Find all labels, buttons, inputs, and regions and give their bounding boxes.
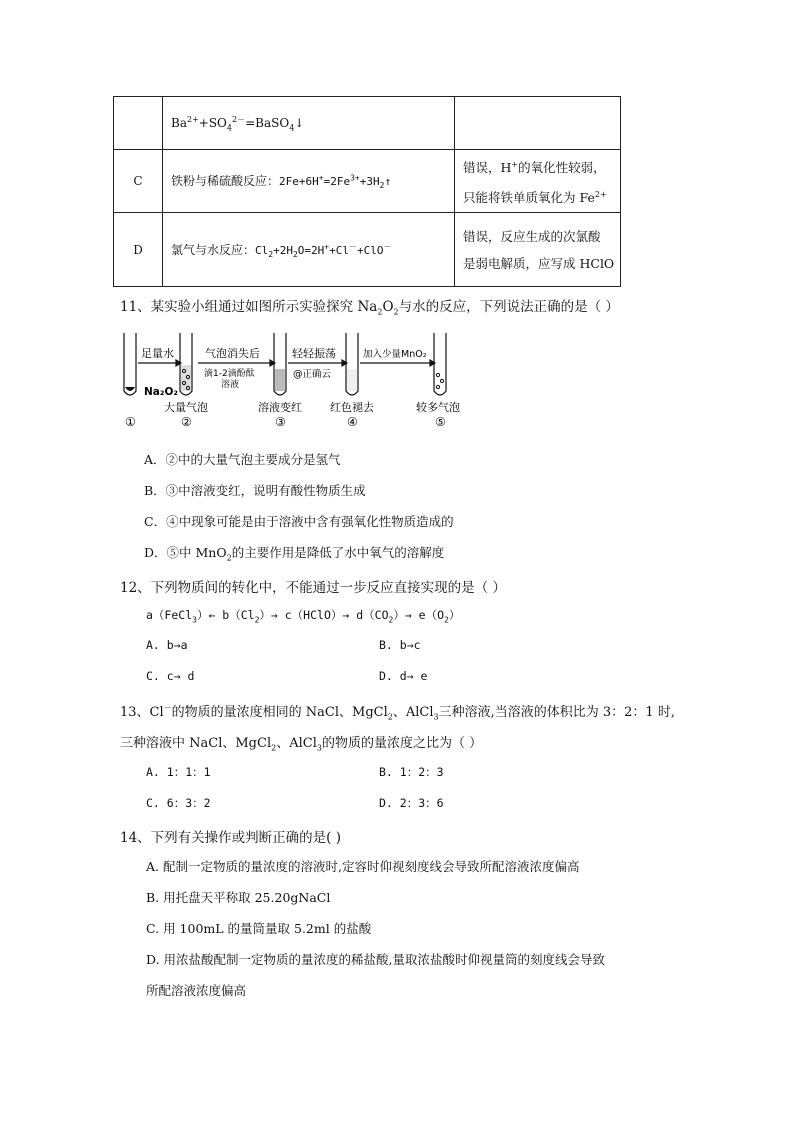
q14-option-d-line1: D. 用浓盐酸配制一定物质的量浓度的稀盐酸,量取浓盐酸时仰视量筒的刻度线会导致 — [146, 952, 605, 967]
q11-experiment-figure — [118, 325, 478, 435]
test-tube-2 — [180, 333, 192, 395]
q11-option-b: B．③中溶液变红，说明有酸性物质生成 — [144, 483, 366, 498]
q12-stem: 12、下列物质间的转化中，不能通过一步反应直接实现的是（ ） — [120, 580, 506, 596]
tube-5-label: 较多气泡 — [416, 401, 460, 414]
q11-stem: 11、某实验小组通过如图所示实验探究 $Na_2O_2$与水的反应，下列说法正确的是（ ） — [120, 299, 619, 317]
q14-stem: 14、下列有关操作或判断正确的是( ) — [120, 830, 342, 846]
q12-option-c: C. c→ d — [146, 669, 195, 683]
table-row — [114, 97, 621, 150]
step-3-label: 轻轻振荡 — [292, 347, 336, 360]
row-equation: 氯气与水反应：$Cl_2+2H_2O=2H^++Cl^-+ClO^-$ — [163, 213, 455, 287]
test-tube-3 — [274, 333, 286, 395]
row-comment: 错误，反应生成的次氯酸 是弱电解质，应写成 HClO — [455, 213, 621, 287]
q12-option-a: A. b→a — [146, 638, 188, 652]
tube-4-label: 红色褪去 — [330, 401, 374, 414]
test-tube-5 — [434, 333, 446, 395]
tube-1-number: ① — [125, 415, 136, 429]
q13-option-b: B. 1：2：3 — [379, 765, 444, 779]
q13-option-c: C. 6：3：2 — [146, 796, 211, 810]
test-tube-4 — [346, 333, 358, 395]
q13-option-d: D. 2：3：6 — [379, 796, 444, 810]
row-letter — [114, 97, 163, 150]
test-tube-1 — [124, 333, 136, 395]
q14-option-b: B. 用托盘天平称取 25.20gNaCl — [146, 890, 331, 905]
q12-option-d: D. d→ e — [379, 669, 428, 683]
step-2-note-2: 溶液 — [221, 380, 240, 390]
q11-option-a: A．②中的大量气泡主要成分是氢气 — [144, 452, 341, 467]
q14-option-c: C. 用 100mL 的量筒量取 5.2ml 的盐酸 — [146, 921, 372, 936]
tube-3-number: ③ — [275, 415, 286, 429]
reagent-label: Na₂O₂ — [144, 386, 178, 398]
q14-option-a: A. 配制一定物质的量浓度的溶液时,定容时仰视刻度线会导致所配溶液浓度偏高 — [146, 859, 580, 874]
step-4-label: 加入少量MnO₂ — [363, 349, 427, 360]
q13-option-a: A. 1：1：1 — [146, 765, 211, 779]
row-comment — [455, 97, 621, 150]
tube-2-label: 大量气泡 — [164, 401, 208, 414]
tube-3-label: 溶液变红 — [258, 401, 302, 414]
q12-option-b: B. b→c — [379, 638, 421, 652]
step-2-note: 滴1-2滴酚酞 — [204, 369, 255, 379]
row-letter: C — [114, 150, 163, 213]
row-equation: $Ba^{2+}+SO_4^{2-}=BaSO_4↓$ — [163, 97, 455, 150]
tube-5-number: ⑤ — [435, 415, 446, 429]
q14-option-d-line2: 所配溶液浓度偏高 — [146, 983, 247, 998]
table-row — [114, 213, 621, 287]
q13-stem-line2: 三种溶液中 NaCl、MgCl$_2$、AlCl$_3$的物质的量浓度之比为（ ） — [120, 736, 483, 753]
q11-option-c: C．④中现象可能是由于溶液中含有强氧化性物质造成的 — [144, 514, 454, 529]
watermark-text: @正确云 — [293, 369, 332, 380]
row-comment: 错误，H+的氧化性较弱， 只能将铁单质氧化为 $Fe^{2+}$ — [455, 150, 621, 213]
options-table — [113, 96, 621, 287]
tube-2-number: ② — [181, 415, 192, 429]
step-2-label: 气泡消失后 — [205, 347, 260, 360]
tube-4-number: ④ — [347, 415, 358, 429]
step-1-label: 足量水 — [141, 347, 174, 360]
table-row — [114, 150, 621, 213]
row-letter: D — [114, 213, 163, 287]
q12-chain: a（FeCl$_3$）← $b(Cl_2)\to$ c（HClO）→ $d(CO_2)\to e(O_2)$ — [146, 608, 461, 625]
q13-stem-line1: 13、Cl－的物质的量浓度相同的 NaCl、MgCl$_2$、AlCl$_3$三种溶液,当溶液的体积比为 3：2：1 时, — [120, 703, 675, 722]
row-equation: 铁粉与稀硫酸反应：$2Fe+6H^+=2Fe^{3+}+3H_2↑$ — [163, 150, 455, 213]
q11-option-d: D．⑤中 MnO$_2$的主要作用是降低了水中氧气的溶解度 — [144, 545, 445, 563]
